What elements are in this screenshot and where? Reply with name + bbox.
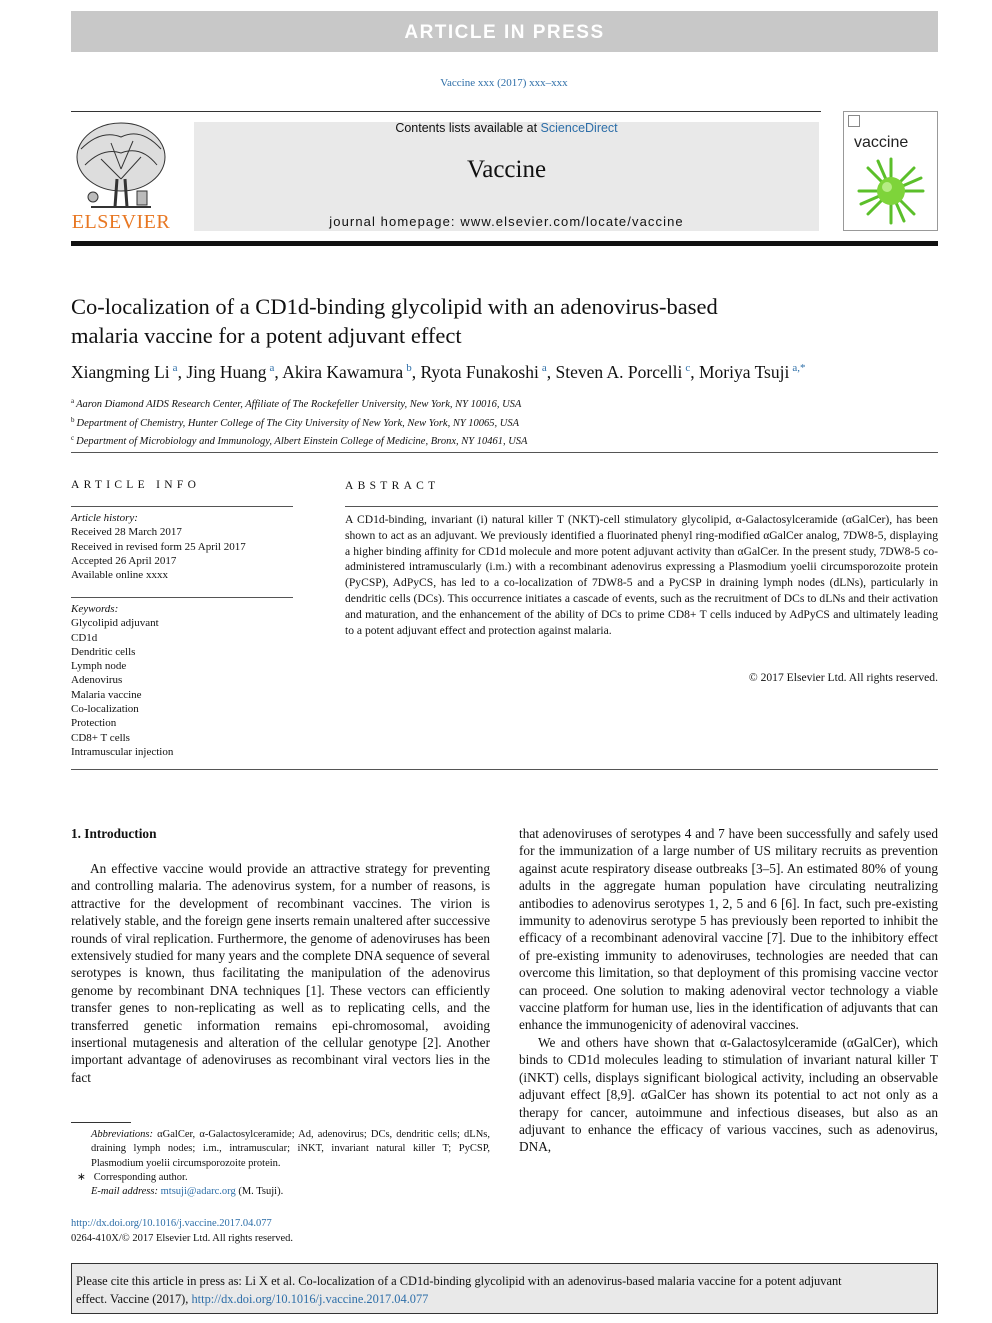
citation-line: Please cite this article in press as: Li X et al. Co-localization of a CD1d-binding glycolipid with an adenovirus-based malaria vaccine for a potent adjuvant [76, 1274, 842, 1288]
cover-title: vaccine [854, 134, 909, 151]
history-item: Accepted 26 April 2017 [71, 554, 177, 567]
keyword: Intramuscular injection [71, 745, 174, 758]
keyword: Glycolipid adjuvant [71, 617, 159, 630]
email-link[interactable]: mtsuji@adarc.org [160, 1186, 236, 1198]
keyword: Adenovirus [71, 674, 123, 687]
article-info-heading: ARTICLE INFO [71, 479, 201, 491]
article-history [71, 511, 246, 582]
affiliation: $^b$ Department of Chemistry, Hunter College of The City University of New York, New York, NY 10065, USA [71, 415, 520, 429]
publisher-name: ELSEVIER [71, 211, 171, 233]
divider [71, 769, 938, 770]
history-item: Received 28 March 2017 [71, 526, 182, 539]
keyword: CD1d [71, 631, 98, 644]
journal-name: Vaccine [466, 156, 547, 183]
abstract-heading: ABSTRACT [345, 480, 440, 492]
keywords-label: Keywords: [71, 603, 119, 615]
article-in-press-banner: ARTICLE IN PRESS [71, 11, 938, 52]
keyword: Protection [71, 717, 117, 730]
left-column [71, 860, 490, 1086]
author[interactable]: Jing Huang $^a$ [186, 362, 275, 382]
right-column [519, 825, 938, 1156]
author[interactable]: Akira Kawamura $^b$ [282, 362, 412, 382]
doi-block [71, 1216, 293, 1246]
keyword: Dendritic cells [71, 645, 136, 658]
keyword: Malaria vaccine [71, 688, 142, 701]
cover-publisher-mark-icon [848, 115, 860, 127]
divider [71, 506, 293, 507]
citation-line: effect. Vaccine (2017), http://dx.doi.org/10.1016/j.vaccine.2017.04.077 [76, 1292, 429, 1306]
title-line: malaria vaccine for a potent adjuvant effect [71, 323, 462, 348]
divider [345, 506, 938, 507]
journal-reference[interactable]: Vaccine xxx (2017) xxx–xxx [440, 77, 568, 89]
section-heading: 1. Introduction [71, 826, 157, 841]
paragraph: An effective vaccine would provide an attractive strategy for preventing and controlling malaria. The adenovirus system, for a number of reasons, is attractive for the development of recombinant vaccines. The virion is relatively stable, and the foreign gene inserts remain unaltered after successive rounds of viral replication. Furthermore, the genome of adenoviruses has been extensively studied for many years and the complete DNA sequence of several serotypes is known, thus facilitating the manipulation of the adenovirus genome by recombinant DNA techniques [1]. These vectors can efficiently transfer genes to non-replicating as well as to replicating cells, and the transferred genetic information remains epi-chromosomal, avoiding insertional mutagenesis and alteration of the cellular genotype [2]. Another important advantage of adenoviruses as recombinant viral vectors lies in the fact [71, 861, 490, 1085]
paragraph: that adenoviruses of serotypes 4 and 7 have been successfully and safely used for the immunization of a large number of US military recruits as prevention against acute respiratory disease outbreaks [3–5]. An estimated 80% of young adults in the aggregate human population have circulating neutralizing antibodies to adenovirus serotypes 1, 2, 5 and 6 [6]. In fact, such pre-existing immunity to adenovirus serotype 5 has previously been reported to inhibit the efficacy of a recombinant adenoviral vaccine [7]. Due to the inhibitory effect of pre-existing immunity to adenoviruses, technologies are needed that can overcome this limitation, so that deployment of this promising vaccine vector can proceed. One solution to making adenoviral vector technology a viable vaccine platform for human use, lies in the identification of adjuvants that can enhance the immunogenicity of adenoviral vaccines. [519, 826, 938, 1033]
affiliation: $^a$ Aaron Diamond AIDS Research Center, Affiliate of The Rockefeller University, New York, NY 10016, USA [71, 397, 522, 410]
citation-doi-link[interactable]: http://dx.doi.org/10.1016/j.vaccine.2017.04.077 [191, 1292, 429, 1306]
citation-box [71, 1263, 938, 1314]
title-line: Co-localization of a CD1d-binding glycolipid with an adenovirus-based [71, 294, 718, 319]
email-footnote: E-mail address: mtsuji@adarc.org (M. Tsuji). [91, 1186, 284, 1198]
journal-homepage[interactable]: journal homepage: www.elsevier.com/locate/vaccine [329, 214, 684, 229]
abstract-text: A CD1d-binding, invariant (i) natural killer T (NKT)-cell stimulatory glycolipid, α-Galactosylceramide (αGalCer), has been shown to act as an adjuvant. We previously identified a fluorinated phenyl ring-modified αGalCer analog, 7DW8-5, displaying a higher binding affinity for CD1d molecule and more potent adjuvant activity than αGalCer. In the present study, 7DW8-5 co-administered intramuscularly (i.m.) with a recombinant adenovirus expressing a Plasmodium yoelii circumsporozoite protein (PyCSP), AdPyCS, has led to a co-localization of 7DW8-5 and a PyCSP in draining lymph nodes (dLNs), particularly in dendritic cells (DCs). This occurrence initiates a cascade of events, such as the recruitment of DCs to dLNs and their activation and maturation, and the enhancement of the ability of DCs to prime CD8+ T cells induced by AdPyCS and ultimately leading to a potent adjuvant effect and protection against malaria. [345, 513, 938, 637]
keyword: Lymph node [71, 660, 127, 673]
divider [71, 452, 938, 453]
footnotes [71, 1128, 490, 1199]
author[interactable]: Ryota Funakoshi $^a$ [420, 362, 547, 382]
divider [71, 597, 293, 598]
keywords [71, 602, 173, 759]
doi-link[interactable]: http://dx.doi.org/10.1016/j.vaccine.2017.04.077 [71, 1218, 272, 1229]
contents-line [194, 121, 819, 135]
affiliation: $^c$ Department of Microbiology and Immunology, Albert Einstein College of Medicine, Bronx, NY 10461, USA [71, 434, 528, 447]
history-item: Available online xxxx [71, 569, 168, 582]
keyword: Co-localization [71, 703, 139, 716]
history-item: Received in revised form 25 April 2017 [71, 540, 246, 553]
elsevier-logo[interactable] [71, 119, 171, 235]
author[interactable]: Steven A. Porcelli $^c$ [555, 362, 691, 382]
contents-prefix: Contents lists available at [395, 121, 541, 135]
keyword: CD8+ T cells [71, 731, 130, 744]
abbreviations-footnote: Abbreviations: αGalCer, α-Galactosylceramide; Ad, adenovirus; DCs, dendritic cells; dLNs, draining lymph nodes; i.m., intramuscular; iNKT, invariant natural killer T; PyCSP, Plasmodium yoelii circumsporozoite protein. [91, 1129, 491, 1169]
author[interactable]: Moriya Tsuji $^{a,*}$ [699, 362, 806, 382]
journal-cover[interactable] [843, 111, 938, 231]
paragraph: We and others have shown that α-Galactosylceramide (αGalCer), which binds to CD1d molecules leading to stimulation of invariant natural killer T (iNKT) cells, displays significant biological activity, including an observable adjuvant effect [8,9]. αGalCer has shown its potential to act not only as a therapy for cancer, autoimmune and infectious diseases, but also as an adjuvant to enhance the efficacy of various vaccines, such as adenovirus, DNA, [519, 1034, 938, 1155]
footnote-rule [71, 1122, 131, 1123]
history-label: Article history: [71, 512, 138, 524]
affiliations [71, 394, 931, 450]
author-list: Xiangming Li $^a$, Jing Huang $^a$, Akira Kawamura $^b$, Ryota Funakoshi $^a$, Steven A. Porcelli $^c$, Moriya Tsuji $^{a,*}$ [71, 362, 806, 382]
issn-line: 0264-410X/© 2017 Elsevier Ltd. All rights reserved. [71, 1233, 294, 1244]
article-title [71, 292, 931, 350]
author[interactable]: Xiangming Li $^a$ [71, 362, 178, 382]
header-rule [71, 111, 821, 112]
cover-virus-icon [856, 156, 926, 226]
header-thick-rule [71, 241, 938, 246]
abstract-copyright: © 2017 Elsevier Ltd. All rights reserved. [748, 671, 938, 684]
sciencedirect-link[interactable]: ScienceDirect [540, 121, 618, 135]
corresponding-footnote: ∗ Corresponding author. [77, 1171, 188, 1183]
